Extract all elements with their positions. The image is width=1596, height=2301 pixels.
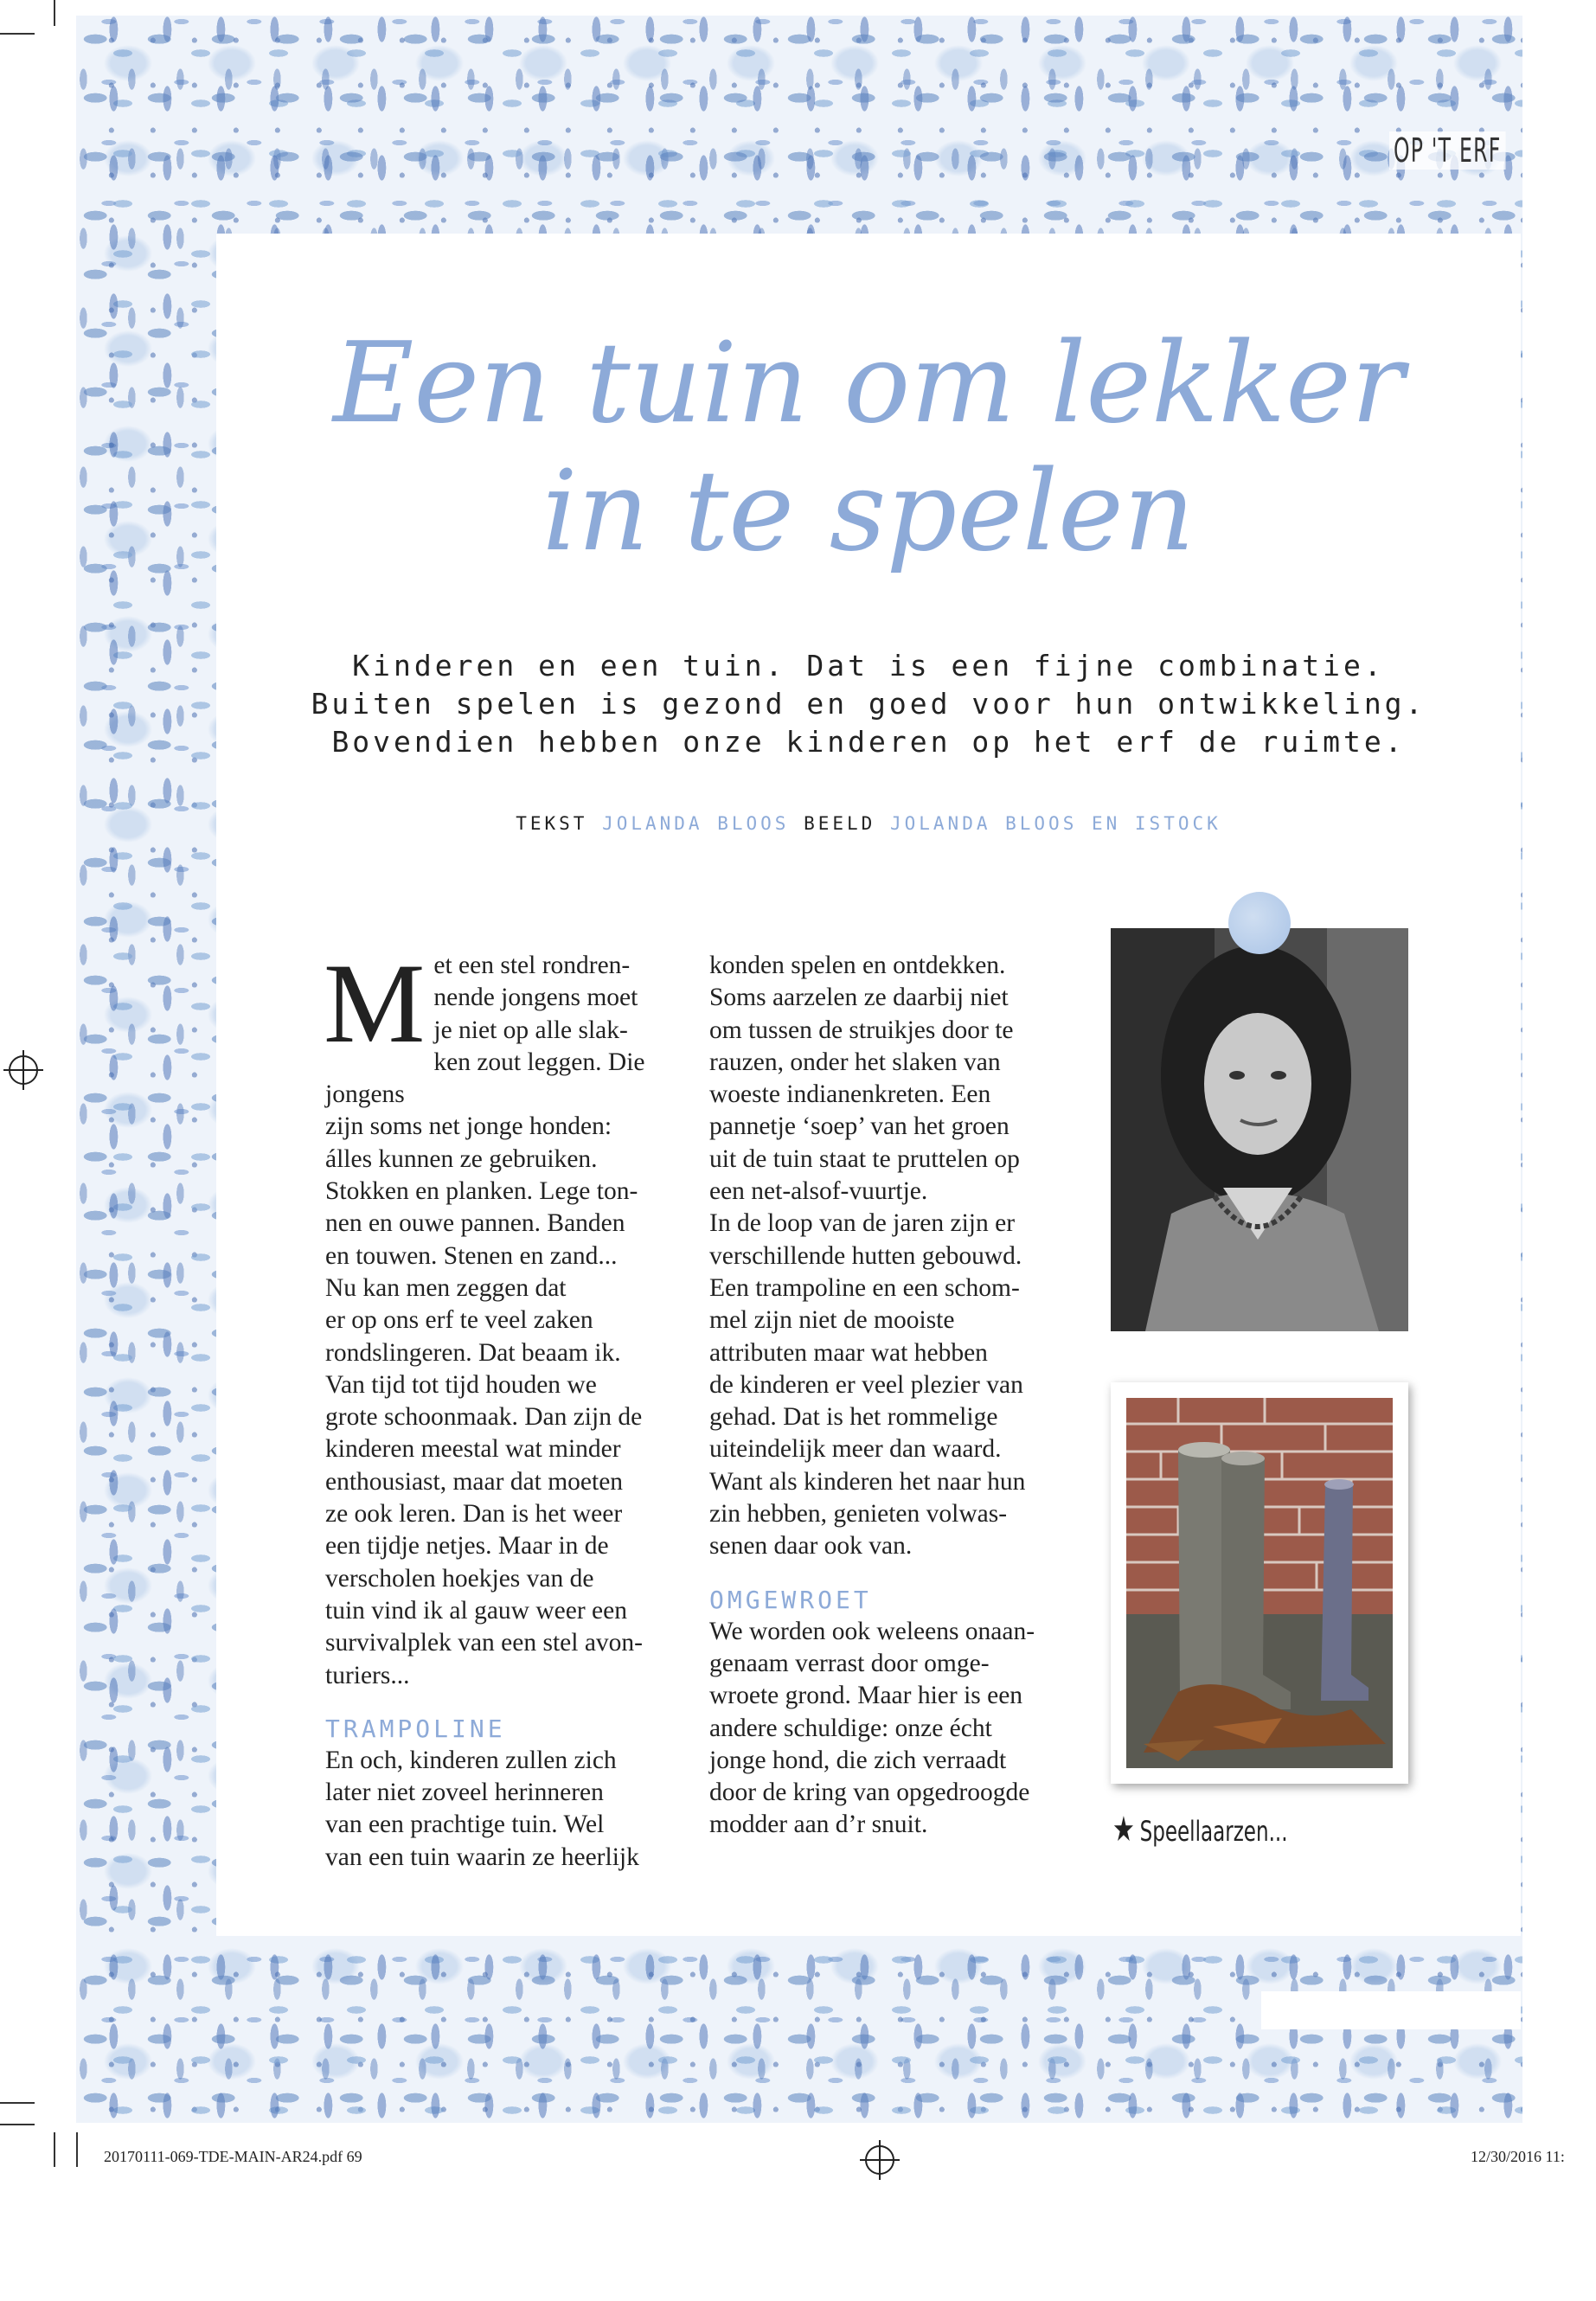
- white-patch: [1261, 1991, 1521, 2029]
- text-line: álles kunnen ze gebruiken.: [325, 1144, 598, 1173]
- paragraph: [324, 939, 671, 1692]
- text-line: konden spelen en ontdekken.: [709, 952, 1006, 979]
- text-line: een tijdje netjes. Maar in de: [325, 1532, 609, 1561]
- text-line: en touwen. Stenen en zand...: [325, 1241, 618, 1270]
- text-line: Van tijd tot tijd houden we: [325, 1370, 597, 1399]
- registration-mark: [865, 2145, 894, 2175]
- col1-para2: [325, 1745, 671, 1874]
- text-line: pannetje ‘soep’ van het groen: [709, 1112, 1010, 1141]
- text-line: er op ons erf te veel zaken: [325, 1306, 593, 1335]
- section-label: OP 'T ERF: [1389, 131, 1505, 170]
- title-line-2: in te spelen: [542, 447, 1195, 576]
- title-line-1: Een tuin om lekker: [332, 319, 1405, 448]
- text-line: rauzen, onder het slaken van: [709, 1048, 1001, 1076]
- photo-pin: [1228, 892, 1291, 954]
- col2-para1: [709, 950, 1055, 1563]
- author-photo: [1111, 928, 1408, 1331]
- intro-line: Bovendien hebben onze kinderen op het erf de ruimte.: [331, 725, 1406, 759]
- body-column-2: [709, 950, 1055, 1842]
- text-author: JOLANDA BLOOS: [602, 813, 790, 834]
- text-line: je niet op alle slak-: [433, 1016, 628, 1044]
- text-line: wroete grond. Maar hier is een: [709, 1682, 1023, 1710]
- text-line: nende jongens moet: [433, 984, 638, 1012]
- text-line: attributen maar wat hebben: [709, 1338, 988, 1367]
- text-line: survivalplek van een stel avon-: [325, 1629, 643, 1657]
- col2-para2: [709, 1616, 1055, 1842]
- text-line: modder aan d’r snuit.: [709, 1811, 928, 1839]
- text-line: verschillende hutten gebouwd.: [709, 1241, 1022, 1270]
- text-line: later niet zoveel herinneren: [325, 1779, 604, 1807]
- subhead-omgewroet: OMGEWROET: [709, 1585, 872, 1614]
- text-line: ken zout leggen. Die jongens: [325, 1048, 645, 1109]
- text-line: We worden ook weleens onaan-: [709, 1617, 1035, 1645]
- text-line: senen daar ook van.: [709, 1532, 913, 1561]
- crop-mark: [54, 0, 55, 26]
- text-line: Soms aarzelen ze daarbij niet: [709, 984, 1009, 1012]
- crop-mark: [54, 2132, 55, 2167]
- text-line: et een stel rondren-: [433, 952, 631, 979]
- crop-mark: [76, 2132, 78, 2167]
- text-line: genaam verrast door omge-: [709, 1649, 990, 1677]
- boots-photo: [1126, 1398, 1393, 1768]
- crop-mark: [0, 33, 35, 35]
- drop-cap: M: [324, 939, 426, 1067]
- text-line: zijn soms net jonge honden:: [325, 1112, 612, 1141]
- text-line: door de kring van opgedroogde: [709, 1779, 1030, 1807]
- subhead-trampoline: TRAMPOLINE: [325, 1714, 506, 1743]
- crop-mark: [0, 2102, 35, 2104]
- text-line: En och, kinderen zullen zich: [325, 1746, 617, 1774]
- intro-text: [216, 647, 1521, 761]
- article-title: [216, 320, 1521, 576]
- boots-photo-frame: [1111, 1382, 1408, 1784]
- star-icon: ★: [1112, 1810, 1135, 1849]
- text-label: TEKST: [516, 813, 588, 834]
- intro-line: Kinderen en een tuin. Dat is een fijne combinatie.: [352, 649, 1385, 683]
- text-line: van een tuin waarin ze heerlijk: [325, 1843, 639, 1871]
- crop-mark: [0, 2124, 35, 2125]
- text-line: woeste indianenkreten. Een: [709, 1080, 991, 1109]
- text-line: van een prachtige tuin. Wel: [325, 1811, 605, 1839]
- text-line: nen en ouwe pannen. Banden: [325, 1209, 625, 1238]
- text-line: tuin vind ik al gauw weer een: [325, 1596, 627, 1625]
- footer-date: 12/30/2016 11:: [1471, 2148, 1565, 2165]
- text-line: grote schoonmaak. Dan zijn de: [325, 1403, 643, 1432]
- text-line: Een trampoline en een schom-: [709, 1273, 1020, 1302]
- text-line: gehad. Dat is het rommelige: [709, 1403, 998, 1432]
- text-line: verscholen hoekjes van de: [325, 1564, 594, 1593]
- text-line: uit de tuin staat te pruttelen op: [709, 1144, 1020, 1173]
- intro-line: Buiten spelen is gezond en goed voor hun ontwikkeling.: [311, 687, 1426, 721]
- text-line: turiers...: [325, 1661, 410, 1689]
- text-line: mel zijn niet de mooiste: [709, 1306, 955, 1335]
- text-line: andere schuldige: onze écht: [709, 1714, 992, 1742]
- text-line: ze ook leren. Dan is het weer: [325, 1500, 623, 1529]
- photo-caption: [1112, 1810, 1288, 1849]
- text-line: rondslingeren. Dat beaam ik.: [325, 1338, 621, 1367]
- text-line: om tussen de struikjes door te: [709, 1016, 1014, 1044]
- image-credit: JOLANDA BLOOS EN ISTOCK: [889, 813, 1221, 834]
- text-line: uiteindelijk meer dan waard.: [709, 1435, 1002, 1464]
- caption-text: Speellaarzen...: [1139, 1815, 1288, 1848]
- text-line: de kinderen er veel plezier van: [709, 1370, 1023, 1399]
- text-line: Nu kan men zeggen dat: [325, 1273, 567, 1302]
- body-column-1: [324, 939, 671, 1874]
- text-line: zin hebben, genieten volwas-: [709, 1500, 1008, 1529]
- credits: [216, 813, 1521, 834]
- text-line: Want als kinderen het naar hun: [709, 1467, 1026, 1496]
- registration-mark: [9, 1055, 38, 1085]
- text-line: In de loop van de jaren zijn er: [709, 1209, 1016, 1238]
- text-line: Stokken en planken. Lege ton-: [325, 1177, 638, 1206]
- image-label: BEELD: [804, 813, 876, 834]
- text-line: enthousiast, maar dat moeten: [325, 1467, 624, 1496]
- text-line: een net-alsof-vuurtje.: [709, 1177, 928, 1206]
- text-line: jonge hond, die zich verraadt: [709, 1746, 1007, 1774]
- text-line: kinderen meestal wat minder: [325, 1435, 621, 1464]
- footer-filename: 20170111-069-TDE-MAIN-AR24.pdf 69: [104, 2148, 362, 2165]
